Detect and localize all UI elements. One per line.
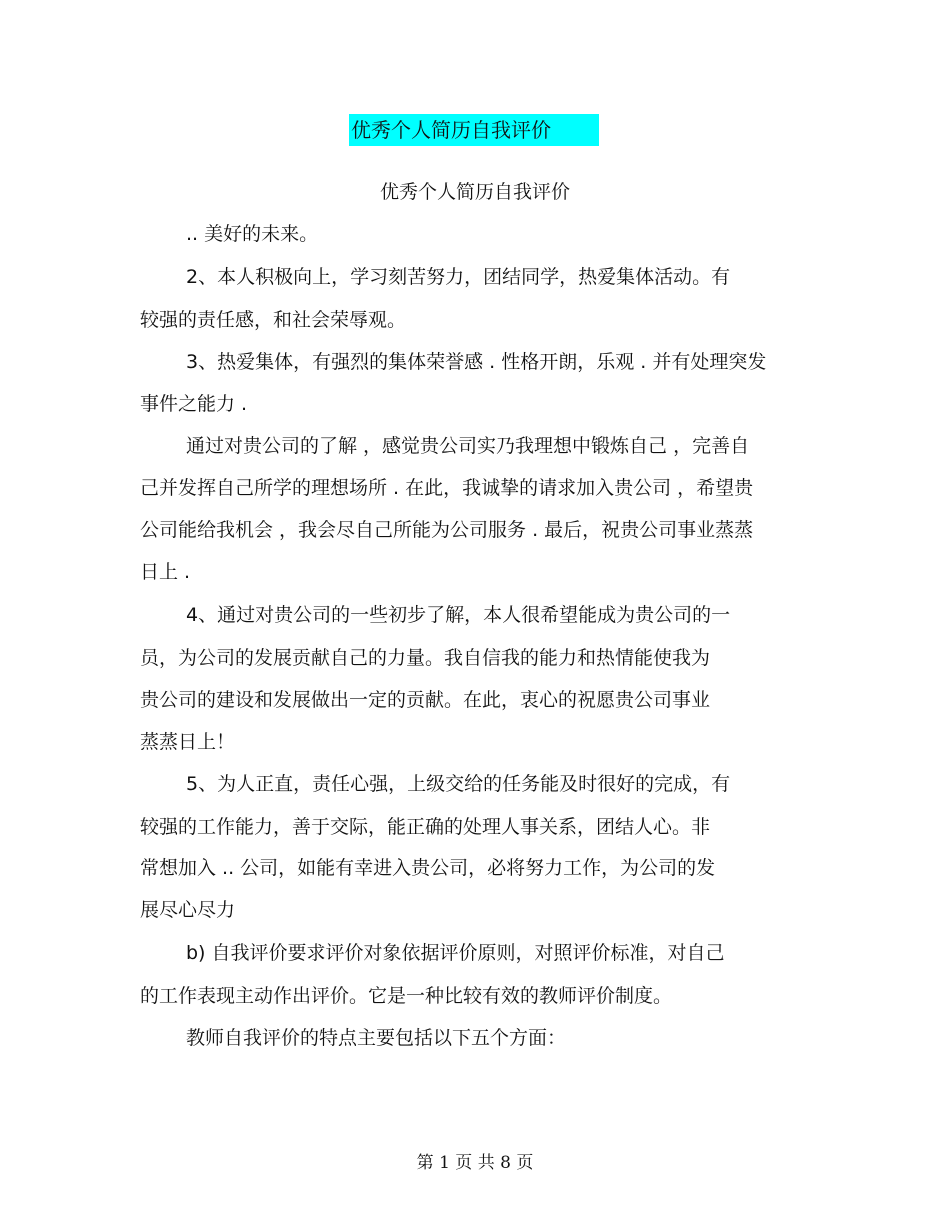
body-line: 日上 . <box>140 561 191 583</box>
document-subtitle: 优秀个人简历自我评价 <box>379 181 570 203</box>
body-line: 的工作表现主动作出评价。它是一种比较有效的教师评价制度。 <box>140 985 673 1007</box>
body-line: 教师自我评价的特点主要包括以下五个方面： <box>186 1027 567 1049</box>
body-line: 展尽心尽力 <box>140 899 236 921</box>
body-line: 较强的工作能力，善于交际，能正确的处理人事关系，团结人心。非 <box>140 816 711 838</box>
body-line: 2、本人积极向上，学习刻苦努力，团结同学，热爱集体活动。有 <box>186 266 731 288</box>
body-line: 公司能给我机会 ，我会尽自己所能为公司服务 . 最后，祝贵公司事业蒸蒸 <box>140 519 754 541</box>
body-line: 5、为人正直，责任心强，上级交给的任务能及时很好的完成，有 <box>186 773 731 795</box>
body-line: b) 自我评价要求评价对象依据评价原则，对照评价标准，对自己 <box>186 942 725 964</box>
body-line: 常想加入 .. 公司，如能有幸进入贵公司，必将努力工作，为公司的发 <box>140 857 716 879</box>
body-line: 蒸蒸日上！ <box>140 731 236 753</box>
body-line: 较强的责任感，和社会荣辱观。 <box>140 309 407 331</box>
page-footer: 第 1 页 共 8 页 <box>416 1153 534 1173</box>
body-line: 己并发挥自己所学的理想场所 . 在此，我诚挚的请求加入贵公司 ，希望贵 <box>140 477 754 499</box>
body-line: 4、通过对贵公司的一些初步了解，本人很希望能成为贵公司的一 <box>186 604 731 626</box>
body-line: 通过对贵公司的了解 ，感觉贵公司实乃我理想中锻炼自己 ，完善自 <box>186 435 750 457</box>
document-title: 优秀个人简历自我评价 <box>349 114 599 146</box>
body-line: .. 美好的未来。 <box>186 223 319 245</box>
body-line: 贵公司的建设和发展做出一定的贡献。在此，衷心的祝愿贵公司事业 <box>140 689 711 711</box>
body-line: 3、热爱集体，有强烈的集体荣誉感 . 性格开朗，乐观 . 并有处理突发 <box>186 351 767 373</box>
body-line: 员，为公司的发展贡献自己的力量。我自信我的能力和热情能使我为 <box>140 647 711 669</box>
body-line: 事件之能力 . <box>140 393 248 415</box>
